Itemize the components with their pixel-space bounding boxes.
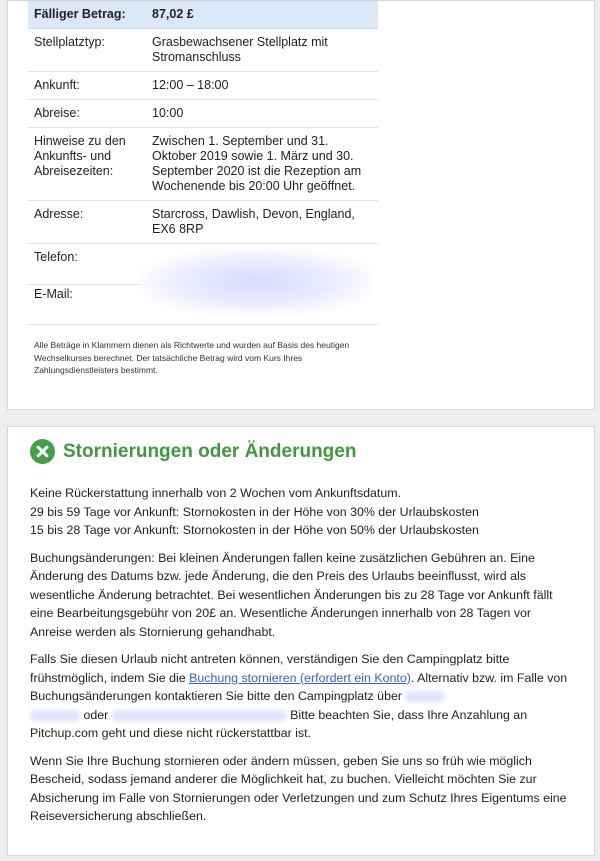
redacted-contact-info [142,250,372,314]
policy-line: 29 bis 59 Tage vor Ankunft: Stornokosten in der Höhe von 30% der Urlaubskosten [30,504,479,519]
cancel-x-icon [30,439,55,464]
redacted-phone [405,691,445,702]
detail-row-address [28,201,378,244]
detail-label: Stellplatztyp: [28,29,146,72]
amount-due-label: Fälliger Betrag: [28,1,146,29]
cancellation-body [30,484,575,835]
booking-details-table [28,1,378,325]
detail-label: Adresse: [28,201,146,244]
insurance-advice: Wenn Sie Ihre Buchung stornieren oder ändern müssen, geben Sie uns so früh wie möglich Bescheid, sodass jemand anderer die Möglichkeit hat, zu buchen. Vielleicht möchten Sie zur Absicherung im Falle von Stornierungen oder Verletzungen und zum Schutz Ihres Eigentums eine Reiseversicherung abschließen. [30,753,567,823]
contact-policy [30,650,575,743]
contact-redacted [146,244,378,325]
policy-line: 15 bis 28 Tage vor Ankunft: Stornokosten in der Höhe von 50% der Urlaubskosten [30,523,479,537]
detail-label: Abreise: [28,100,146,128]
detail-value: Grasbewachsener Stellplatz mit Stromanschluss [146,29,378,72]
booking-details-card [7,0,595,410]
exchange-rate-note: Alle Beträge in Klammern dienen als Richtwerte und wurden auf Basis des heutigen Wechselkurses berechnet. Der tatsächliche Betrag wird vom Kurs Ihres Zahlungsdienstleisters bestimmt. [34,340,350,375]
changes-policy: Buchungsänderungen: Bei kleinen Änderungen fallen keine zusätzlichen Gebühren an. Eine Änderung des Datums bzw. jede Änderung, die den Preis des Urlaubs beeinflusst, wird als wesentliche Änderung betrachtet. Bei wesentlichen Änderungen bis zu 28 Tage vor Ankunft fällt eine Bearbeitungsgebühr von 20£ an. Wesentliche Änderungen innerhalb von 28 Tagen vor Anreise werden als Stornierung gehandhabt. [30,550,553,639]
detail-value: 12:00 – 18:00 [146,72,378,100]
email-label: E-Mail: [28,285,146,325]
amount-due-row [28,1,378,29]
contact-text: Falls Sie diesen Urlaub nicht antreten können, verständigen Sie den Campingplatz bitte frühstmöglich, indem Sie die [30,652,510,685]
detail-label: Hinweise zu den Ankunfts- und Abreisezeiten: [28,128,146,201]
cancel-booking-link[interactable]: Buchung stornieren (erfordert ein Konto) [189,670,411,685]
contact-text: Bitte beachten Sie, dass Ihre Anzahlung an Pitchup.com geht und diese nicht rückerstattbar ist. [30,707,528,740]
detail-label: Ankunft: [28,72,146,100]
contact-text: oder [80,707,112,722]
refund-policy [30,484,575,540]
detail-row-time-notes [28,128,378,201]
detail-value: Zwischen 1. September und 31. Oktober 2019 sowie 1. März und 30. September 2020 ist die Rezeption am Wochenende bis 20:00 Uhr geöffnet. [146,128,378,201]
phone-label: Telefon: [28,244,146,285]
detail-value: Starcross, Dawlish, Devon, England, EX6 8RP [146,201,378,244]
detail-row-phone [28,244,378,285]
contact-text: . Alternativ bzw. im Falle von Buchungsänderungen kontaktieren Sie bitte den Campingplatz über [30,670,568,703]
cancellation-header [30,439,356,464]
detail-row-arrival [28,72,378,100]
cancellation-card [7,426,595,856]
redacted-email-link[interactable] [112,710,287,721]
cancellation-title: Stornierungen oder Änderungen [63,440,357,462]
detail-value: 10:00 [146,100,378,128]
policy-line: Keine Rückerstattung innerhalb von 2 Wochen vom Ankunftsdatum. [30,486,402,500]
detail-row-departure [28,100,378,128]
redacted-phone-cont [30,710,80,721]
detail-row-pitch-type [28,29,378,72]
amount-due-value: 87,02 £ [146,1,378,29]
